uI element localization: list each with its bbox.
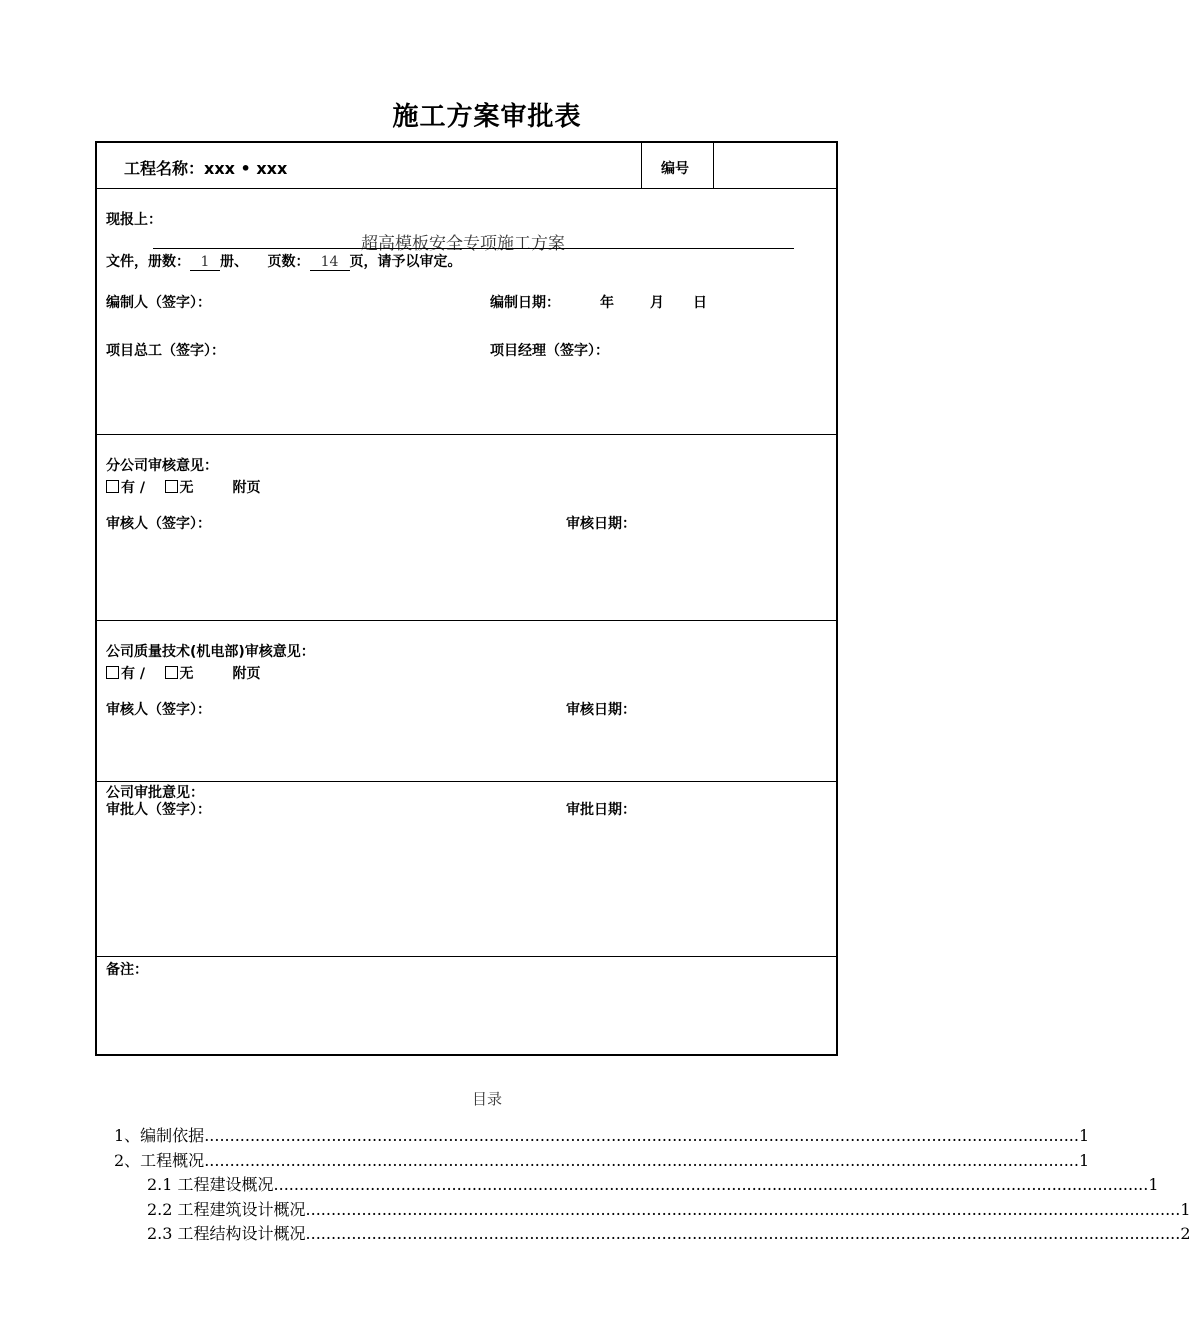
- form-title: 施工方案审批表: [392, 102, 582, 132]
- toc-entry[interactable]: [114, 1123, 1090, 1146]
- toc-entry-title: 1、编制依据: [114, 1126, 205, 1145]
- project-manager-label: 项目经理（签字）：: [490, 343, 609, 359]
- toc-entry-page: 1: [1078, 1151, 1090, 1170]
- day-label: 日: [693, 295, 707, 311]
- column-divider: [641, 143, 642, 189]
- toc-entry-title: 2.2 工程建筑设计概况: [147, 1200, 306, 1219]
- report-to-label: 现报上：: [106, 212, 162, 228]
- chief-engineer-label: 项目总工（签字）：: [106, 343, 225, 359]
- checkbox-yes[interactable]: [106, 666, 119, 679]
- checkbox-yes[interactable]: [106, 480, 119, 493]
- project-name-label: 工程名称：xxx • xxx: [124, 159, 288, 178]
- number-field[interactable]: [716, 145, 832, 185]
- toc-entry-title: 2、工程概况: [114, 1151, 205, 1170]
- toc-leader-dots: ............................................................................................................................................................................: [204, 1151, 1079, 1170]
- row-divider: [97, 188, 836, 189]
- toc-entry-page: 2: [1180, 1224, 1191, 1243]
- reviewer-label: 审核人（签字）：: [106, 702, 211, 718]
- branch-options: [106, 477, 261, 497]
- approve-date-label: 审批日期：: [566, 802, 636, 818]
- column-divider: [713, 143, 714, 189]
- toc-entry[interactable]: [147, 1172, 1159, 1195]
- option-no-label: 无: [179, 666, 194, 682]
- volume-count: 1: [190, 254, 220, 271]
- compiler-label: 编制人（签字）：: [106, 295, 211, 311]
- checkbox-no[interactable]: [165, 666, 178, 679]
- option-yes-label: 有 /: [121, 480, 145, 496]
- option-yes-label: 有 /: [121, 666, 145, 682]
- row-divider: [97, 781, 836, 782]
- number-label: 编号: [661, 161, 689, 177]
- toc-entry[interactable]: [147, 1221, 1191, 1244]
- toc-entry-title: 2.1 工程建设概况: [147, 1175, 274, 1194]
- row-divider: [97, 956, 836, 957]
- document-name: 超高模板安全专项施工方案: [361, 234, 565, 254]
- toc-entry-page: 1: [1078, 1126, 1090, 1145]
- toc-entry[interactable]: [114, 1148, 1090, 1171]
- toc-entry-title: 2.3 工程结构设计概况: [147, 1224, 306, 1243]
- toc-leader-dots: ............................................................................................................................................................................: [273, 1175, 1149, 1194]
- approver-label: 审批人（签字）：: [106, 802, 211, 818]
- toc-leader-dots: ............................................................................................................................................................................: [305, 1200, 1181, 1219]
- attachment-label: 附页: [232, 666, 261, 682]
- file-info-line: [106, 251, 462, 271]
- toc-entry-page: 1: [1180, 1200, 1191, 1219]
- compile-date-label: 编制日期：: [490, 295, 560, 311]
- row-divider: [97, 434, 836, 435]
- option-no-label: 无: [179, 480, 194, 496]
- toc-entry-page: 1: [1148, 1175, 1159, 1194]
- toc-entry[interactable]: [147, 1197, 1191, 1220]
- review-date-label: 审核日期：: [566, 516, 636, 532]
- file-label: 文件，册数：: [106, 254, 190, 270]
- pages-label: 页数：: [267, 254, 310, 270]
- year-label: 年: [600, 295, 614, 311]
- document-name-underline: [153, 248, 794, 249]
- volume-unit: 册、: [220, 254, 248, 270]
- attachment-label: 附页: [232, 480, 261, 496]
- checkbox-no[interactable]: [165, 480, 178, 493]
- remarks-label: 备注：: [106, 962, 148, 978]
- quality-options: [106, 663, 261, 683]
- approval-form-table: [95, 141, 838, 1056]
- branch-opinion-label: 分公司审核意见：: [106, 458, 218, 474]
- reviewer-label: 审核人（签字）：: [106, 516, 211, 532]
- company-approval-label: 公司审批意见：: [106, 785, 204, 801]
- toc-leader-dots: ............................................................................................................................................................................: [305, 1224, 1181, 1243]
- review-date-label: 审核日期：: [566, 702, 636, 718]
- quality-opinion-label: 公司质量技术(机电部)审核意见：: [106, 644, 315, 660]
- pages-unit: 页，请予以审定。: [349, 254, 462, 270]
- month-label: 月: [650, 295, 664, 311]
- toc-heading: 目录: [471, 1090, 502, 1108]
- toc-leader-dots: ............................................................................................................................................................................: [204, 1126, 1079, 1145]
- pages-count: 14: [310, 254, 350, 271]
- row-divider: [97, 620, 836, 621]
